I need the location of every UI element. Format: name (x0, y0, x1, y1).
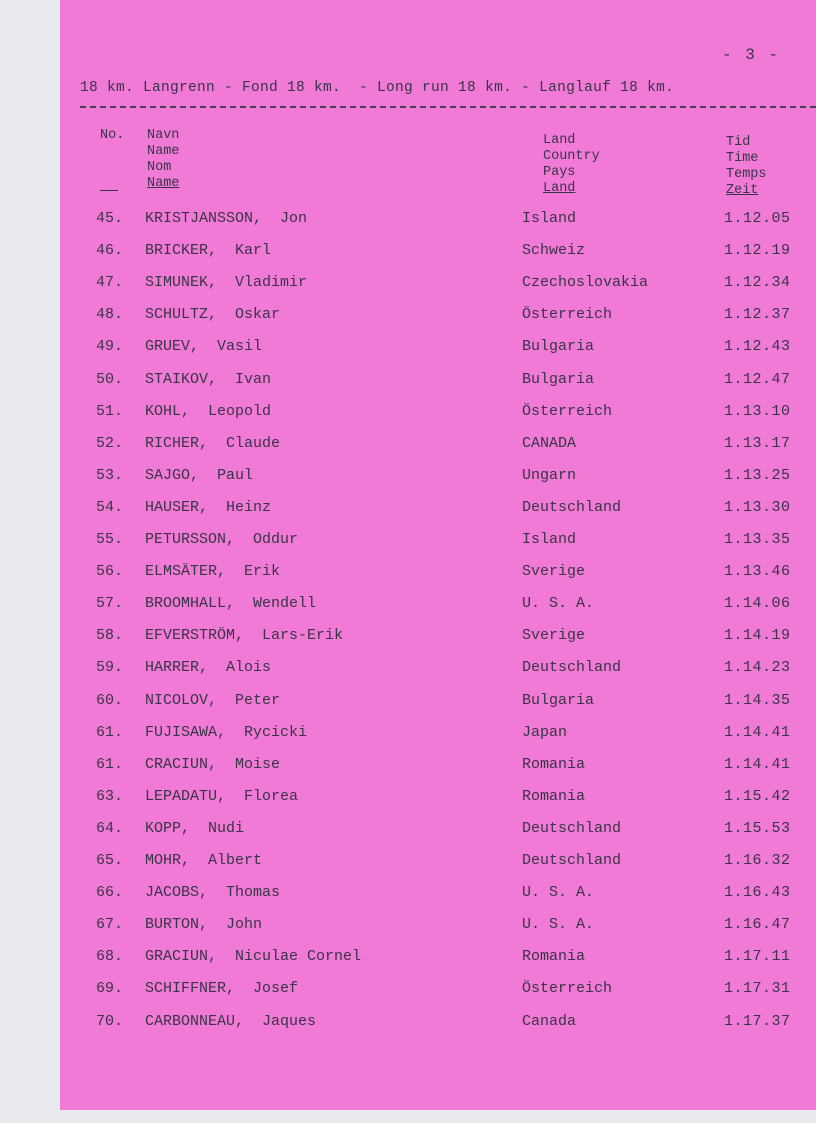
competitor-country: Österreich (522, 402, 613, 420)
table-row (0, 499, 816, 531)
rank-number: 51. (96, 402, 124, 420)
header-time (726, 135, 767, 199)
header-time-line: Time (726, 151, 759, 166)
competitor-country: Deutschland (522, 819, 622, 837)
rank-number: 70. (96, 1012, 124, 1030)
competitor-country: Japan (522, 723, 568, 741)
competitor-country: U. S. A. (522, 916, 595, 934)
competitor-name: HARRER, Alois (145, 659, 272, 677)
competitor-name: CRACIUN, Moise (145, 755, 281, 773)
finish-time: 1.17.31 (724, 980, 791, 998)
table-row (0, 724, 816, 756)
competitor-country: Schweiz (522, 242, 586, 260)
competitor-name: PETURSSON, Oddur (145, 531, 299, 548)
competitor-country: Island (522, 210, 577, 227)
header-name-line: Navn (147, 128, 180, 143)
competitor-name: JACOBS, Thomas (145, 884, 281, 902)
table-row (0, 371, 816, 403)
competitor-country: Ungarn (522, 466, 577, 484)
finish-time: 1.12.47 (724, 370, 791, 388)
header-name-line: Name (147, 144, 180, 159)
finish-time: 1.13.10 (724, 402, 791, 420)
competitor-name: GRACIUN, Niculae Cornel (145, 948, 362, 966)
table-row (0, 274, 816, 306)
finish-time: 1.14.19 (724, 627, 791, 645)
rank-number: 63. (96, 787, 124, 805)
competitor-country: Deutschland (522, 852, 622, 869)
header-country-line: Land (543, 133, 576, 148)
competitor-name: MOHR, Albert (145, 852, 263, 869)
rank-number: 68. (96, 948, 124, 966)
competitor-name: KOPP, Nudi (145, 819, 245, 837)
rank-number: 61. (96, 755, 124, 773)
finish-time: 1.16.47 (724, 916, 791, 934)
table-row (0, 210, 816, 242)
header-name-line: Nom (147, 160, 172, 175)
finish-time: 1.15.53 (724, 819, 791, 837)
competitor-name: SCHIFFNER, Josef (145, 980, 299, 998)
rank-number: 53. (96, 466, 124, 484)
table-row (0, 756, 816, 788)
finish-time: 1.13.35 (724, 531, 791, 548)
header-country (543, 133, 600, 197)
competitor-name: SAJGO, Paul (145, 466, 254, 484)
table-row (0, 531, 816, 563)
table-row (0, 980, 816, 1012)
rank-number: 52. (96, 434, 124, 452)
finish-time: 1.12.34 (724, 274, 791, 292)
rank-number: 57. (96, 595, 124, 613)
finish-time: 1.14.41 (724, 723, 791, 741)
competitor-name: KRISTJANSSON, Jon (145, 210, 308, 227)
competitor-country: Deutschland (522, 498, 622, 516)
header-time-line: Zeit (726, 183, 759, 198)
header-name-line: Name (147, 176, 180, 191)
header-time-line: Tid (726, 135, 751, 150)
competitor-name: STAIKOV, Ivan (145, 370, 272, 388)
competitor-name: LEPADATU, Florea (145, 787, 299, 805)
table-row (0, 467, 816, 499)
rank-number: 64. (96, 819, 124, 837)
finish-time: 1.13.25 (724, 466, 791, 484)
finish-time: 1.15.42 (724, 787, 791, 805)
competitor-country: Romania (522, 948, 586, 966)
table-row (0, 852, 816, 884)
competitor-name: FUJISAWA, Rycicki (145, 723, 308, 741)
finish-time: 1.14.41 (724, 755, 791, 773)
finish-time: 1.14.35 (724, 691, 791, 709)
table-row (0, 595, 816, 627)
table-row (0, 242, 816, 274)
finish-time: 1.12.05 (724, 210, 791, 227)
competitor-name: SCHULTZ, Oskar (145, 306, 281, 324)
competitor-name: ELMSÄTER, Erik (145, 563, 281, 581)
rank-number: 46. (96, 242, 124, 260)
rank-number: 59. (96, 659, 124, 677)
finish-time: 1.12.43 (724, 338, 791, 356)
table-row (0, 916, 816, 948)
competitor-country: Romania (522, 787, 586, 805)
competitor-country: Bulgaria (522, 338, 595, 356)
rank-number: 66. (96, 884, 124, 902)
competitor-country: Czechoslovakia (522, 274, 649, 292)
page-title: 18 km. Langrenn - Fond 18 km. - Long run 18 km. - Langlauf 18 km. (80, 80, 675, 96)
header-no-label: No. (100, 128, 125, 143)
competitor-name: NICOLOV, Peter (145, 691, 281, 709)
finish-time: 1.17.37 (724, 1012, 791, 1030)
header-no-underline (100, 190, 118, 191)
table-row (0, 1013, 816, 1045)
table-row (0, 884, 816, 916)
competitor-country: Island (522, 531, 577, 548)
rank-number: 50. (96, 370, 124, 388)
rank-number: 48. (96, 306, 124, 324)
competitor-country: Sverige (522, 627, 586, 645)
competitor-name: EFVERSTRÖM, Lars-Erik (145, 627, 344, 645)
competitor-name: RICHER, Claude (145, 434, 281, 452)
header-time-line: Temps (726, 167, 767, 182)
competitor-country: Österreich (522, 980, 613, 998)
rank-number: 55. (96, 531, 124, 548)
table-row (0, 659, 816, 691)
rank-number: 60. (96, 691, 124, 709)
competitor-name: BROOMHALL, Wendell (145, 595, 317, 613)
competitor-name: KOHL, Leopold (145, 402, 272, 420)
rank-number: 67. (96, 916, 124, 934)
finish-time: 1.13.46 (724, 563, 791, 581)
competitor-name: GRUEV, Vasil (145, 338, 263, 356)
table-row (0, 338, 816, 370)
finish-time: 1.13.17 (724, 434, 791, 452)
header-country-line: Land (543, 181, 576, 196)
finish-time: 1.12.37 (724, 306, 791, 324)
rank-number: 56. (96, 563, 124, 581)
table-row (0, 820, 816, 852)
rank-number: 69. (96, 980, 124, 998)
competitor-country: Österreich (522, 306, 613, 324)
rank-number: 61. (96, 723, 124, 741)
header-name (147, 128, 179, 192)
competitor-name: SIMUNEK, Vladimir (145, 274, 308, 292)
competitor-country: Romania (522, 755, 586, 773)
table-row (0, 435, 816, 467)
header-no (100, 128, 124, 144)
competitor-country: Sverige (522, 563, 586, 581)
header-country-line: Country (543, 149, 600, 164)
competitor-name: BRICKER, Karl (145, 242, 272, 260)
competitor-name: HAUSER, Heinz (145, 498, 272, 516)
finish-time: 1.12.19 (724, 242, 791, 260)
competitor-country: Bulgaria (522, 691, 595, 709)
page-number: - 3 - (722, 46, 781, 64)
table-row (0, 627, 816, 659)
table-row (0, 306, 816, 338)
finish-time: 1.16.32 (724, 852, 791, 869)
finish-time: 1.14.06 (724, 595, 791, 613)
competitor-country: U. S. A. (522, 595, 595, 613)
table-row (0, 948, 816, 980)
table-row (0, 403, 816, 435)
rank-number: 47. (96, 274, 124, 292)
competitor-name: CARBONNEAU, Jaques (145, 1012, 317, 1030)
finish-time: 1.13.30 (724, 498, 791, 516)
finish-time: 1.17.11 (724, 948, 791, 966)
table-row (0, 563, 816, 595)
rank-number: 49. (96, 338, 124, 356)
competitor-country: Bulgaria (522, 370, 595, 388)
header-country-line: Pays (543, 165, 576, 180)
competitor-country: Deutschland (522, 659, 622, 677)
rank-number: 45. (96, 210, 124, 227)
finish-time: 1.14.23 (724, 659, 791, 677)
table-row (0, 788, 816, 820)
competitor-country: CANADA (522, 434, 577, 452)
competitor-country: Canada (522, 1012, 577, 1030)
rank-number: 65. (96, 852, 124, 869)
rank-number: 58. (96, 627, 124, 645)
competitor-country: U. S. A. (522, 884, 595, 902)
competitor-name: BURTON, John (145, 916, 263, 934)
table-row (0, 692, 816, 724)
dashed-divider (80, 106, 816, 108)
finish-time: 1.16.43 (724, 884, 791, 902)
rank-number: 54. (96, 498, 124, 516)
